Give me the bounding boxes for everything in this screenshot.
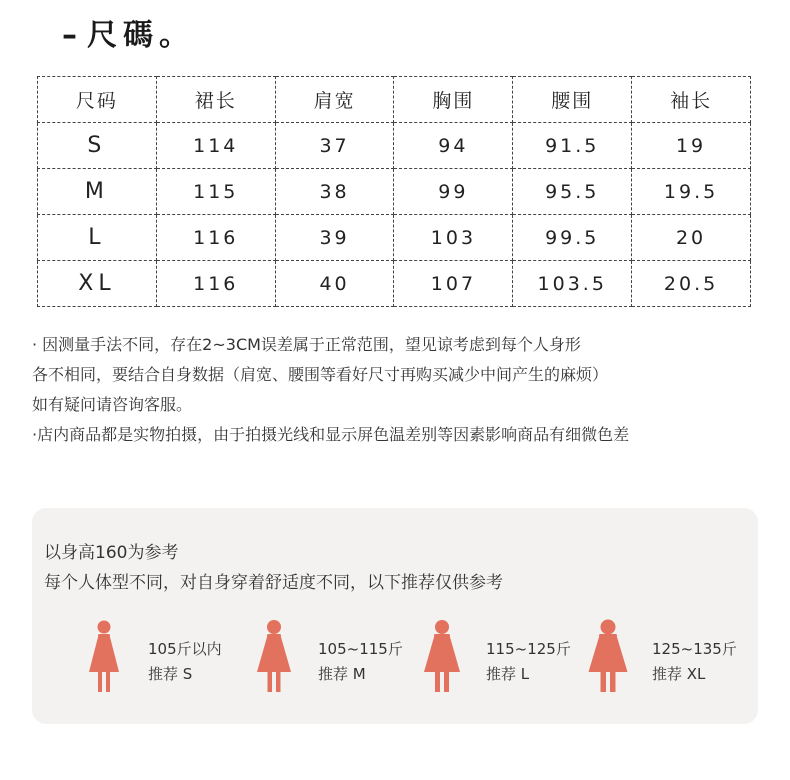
header-waist: 腰围	[513, 77, 632, 123]
weight-range: 125~135斤	[652, 640, 737, 658]
table-cell: 115	[156, 169, 275, 215]
woman-figure-icon	[422, 618, 462, 702]
table-cell: M	[38, 169, 157, 215]
table-cell: XL	[38, 261, 157, 307]
table-header-row	[38, 77, 751, 123]
recommendation-panel	[32, 508, 758, 724]
note-line: 各不相同，要结合自身数据（肩宽、腰围等看好尺寸再购买减少中间产生的麻烦）	[32, 365, 609, 384]
note-line: · 因测量手法不同，存在2~3CM误差属于正常范围，望见谅考虑到每个人身形	[32, 335, 581, 354]
recommendation-item-xl	[588, 618, 758, 702]
table-cell: 114	[156, 123, 275, 169]
table-cell: 91.5	[513, 123, 632, 169]
recommended-size: 推荐 L	[486, 665, 530, 683]
recommendation-basis: 以身高160为参考	[44, 543, 179, 563]
title-text: 尺碼。	[87, 18, 195, 53]
woman-figure-icon	[254, 618, 294, 702]
header-length: 裙长	[156, 77, 275, 123]
page-title	[62, 10, 195, 54]
header-shoulder: 肩宽	[275, 77, 394, 123]
table-row	[38, 215, 751, 261]
table-cell: 103	[394, 215, 513, 261]
header-chest: 胸围	[394, 77, 513, 123]
weight-range: 115~125斤	[486, 640, 571, 658]
title-dash: –	[62, 18, 83, 53]
note-line: ·店内商品都是实物拍摄，由于拍摄光线和显示屏色温差别等因素影响商品有细微色差	[32, 425, 630, 444]
table-cell: L	[38, 215, 157, 261]
table-cell: 107	[394, 261, 513, 307]
table-cell: 20	[632, 215, 751, 261]
table-cell: S	[38, 123, 157, 169]
size-table	[37, 76, 751, 307]
table-cell: 39	[275, 215, 394, 261]
recommended-size: 推荐 S	[148, 665, 193, 683]
table-cell: 20.5	[632, 261, 751, 307]
weight-range: 105~115斤	[318, 640, 403, 658]
weight-range: 105斤以内	[148, 640, 222, 658]
recommendation-item-l	[422, 618, 592, 702]
recommendation-disclaimer: 每个人体型不同，对自身穿着舒适度不同，以下推荐仅供参考	[44, 573, 503, 593]
table-row	[38, 261, 751, 307]
header-sleeve: 袖长	[632, 77, 751, 123]
header-size: 尺码	[38, 77, 157, 123]
table-cell: 94	[394, 123, 513, 169]
table-cell: 38	[275, 169, 394, 215]
table-cell: 19	[632, 123, 751, 169]
recommendation-item-s	[84, 618, 254, 702]
table-row	[38, 169, 751, 215]
table-cell: 116	[156, 261, 275, 307]
table-cell: 95.5	[513, 169, 632, 215]
table-cell: 99.5	[513, 215, 632, 261]
notes	[32, 330, 772, 450]
recommended-size: 推荐 M	[318, 665, 366, 683]
table-cell: 37	[275, 123, 394, 169]
table-row	[38, 123, 751, 169]
recommendation-item-m	[254, 618, 424, 702]
table-cell: 19.5	[632, 169, 751, 215]
table-cell: 99	[394, 169, 513, 215]
table-cell: 103.5	[513, 261, 632, 307]
woman-figure-icon	[588, 618, 628, 702]
table-cell: 40	[275, 261, 394, 307]
note-line: 如有疑问请咨询客服。	[32, 395, 193, 414]
table-cell: 116	[156, 215, 275, 261]
recommended-size: 推荐 XL	[652, 665, 706, 683]
woman-figure-icon	[84, 618, 124, 702]
